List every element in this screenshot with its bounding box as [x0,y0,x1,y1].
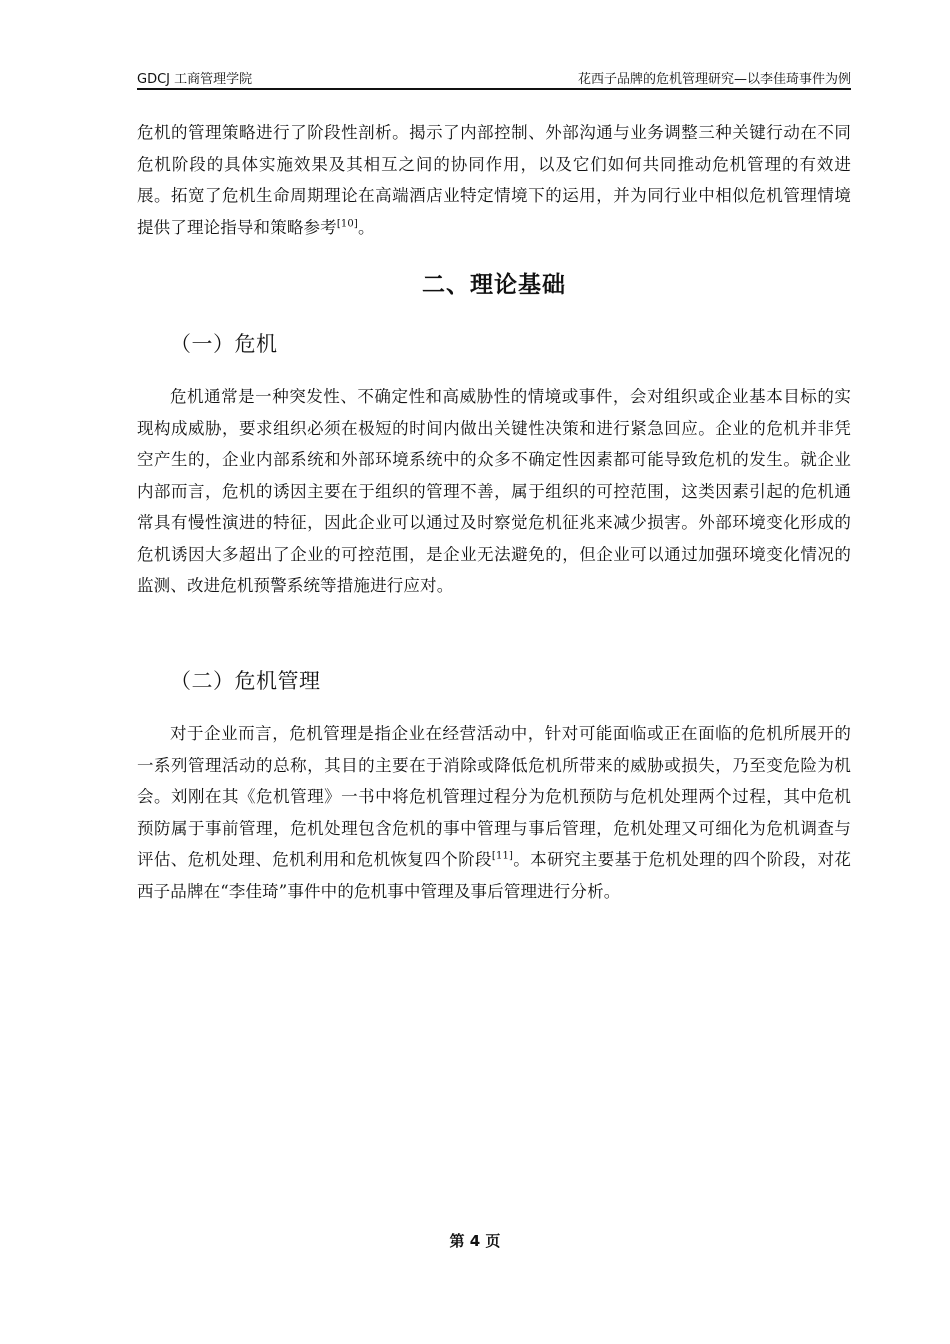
paragraph-crisis-management [137,718,851,907]
citation-ref: [11] [491,850,514,862]
paragraph-text-end: 。本研究主要基于危机处理的四个阶段，对花西子品牌在“李佳琦”事件中的危机事中管理及事后管理进行分析。 [137,850,852,901]
page-header [137,66,851,90]
paragraph-continued [137,117,851,243]
page-number: 第 4 页 [449,1232,501,1250]
section-heading-crisis-management: （二）危机管理 [170,669,321,693]
section-heading-crisis: （一）危机 [170,332,278,356]
paragraph-end: 。 [357,217,375,237]
chapter-heading: 二、理论基础 [422,272,566,298]
header-thesis-title: 花西子品牌的危机管理研究—以李佳琦事件为例 [577,72,851,87]
paragraph-crisis: 危机通常是一种突发性、不确定性和高威胁性的情境或事件，会对组织或企业基本目标的实现构成威胁，要求组织必须在极短的时间内做出关键性决策和进行紧急回应。企业的危机并非凭空产生的，企业内部系统和外部环境系统中的众多不确定性因素都可能导致危机的发生。就企业内部而言，危机的诱因主要在于组织的管理不善，属于组织的可控范围，这类因素引起的危机通常具有慢性演进的特征，因此企业可以通过及时察觉危机征兆来减少损害。外部环境变化形成的危机诱因大多超出了企业的可控范围，是企业无法避免的，但企业可以通过加强环境变化情况的监测、改进危机预警系统等措施进行应对。 [137,387,851,595]
citation-ref: [10] [336,218,358,229]
paragraph-text: 危机的管理策略进行了阶段性剖析。揭示了内部控制、外部沟通与业务调整三种关键行动在不同危机阶段的具体实施效果及其相互之间的协同作用，以及它们如何共同推动危机管理的有效进展。拓宽了危机生命周期理论在高端酒店业特定情境下的运用，并为同行业中相似危机管理情境提供了理论指导和策略参考 [137,123,851,237]
header-school: GDCJ 工商管理学院 [137,72,253,87]
paragraph-text: 对于企业而言，危机管理是指企业在经营活动中，针对可能面临或正在面临的危机所展开的一系列管理活动的总称，其目的主要在于消除或降低危机所带来的威胁或损失，乃至变危险为机会。刘刚在其《危机管理》一书中将危机管理过程分为危机预防与危机处理两个过程，其中危机预防属于事前管理，危机处理包含危机的事中管理与事后管理，危机处理又可细化为危机调查与评估、危机处理、危机利用和危机恢复四个阶段 [137,724,851,869]
